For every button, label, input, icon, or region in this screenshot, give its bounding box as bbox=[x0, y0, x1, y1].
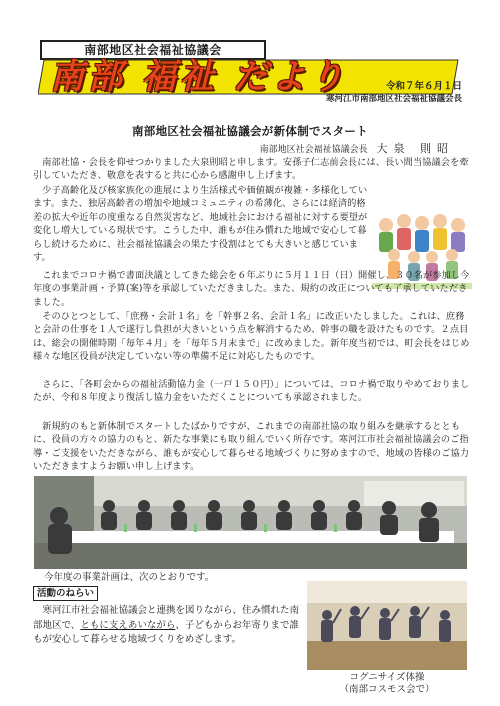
aim-text-underlined: ともに支えあいながら bbox=[80, 619, 176, 631]
publisher: 寒河江市南部地区社会福祉協議会長 bbox=[325, 94, 462, 104]
aim-text bbox=[33, 604, 303, 648]
paragraph-4 bbox=[33, 310, 470, 364]
paragraph-2-text: 少子高齢化及び核家族化の進展により生活様式や価値観が複雑・多様化しています。また、独居高齢者の増加や地域コミュニティの希薄化、さらには経済的格差の拡大や近年の度重なる自然災害など、地域社会における福祉に対する要望が変化し増大している現状です。こうした中、誰もが住み慣れた地域で安心して暮らし続けるために、社会福祉協議会の果たす役割はとても大きいと感じています。 bbox=[33, 185, 368, 264]
paragraph-5 bbox=[33, 378, 470, 405]
paragraph-3 bbox=[33, 269, 470, 309]
exercise-caption: コグニサイズ体操 bbox=[349, 672, 425, 683]
author-name: 大泉 則昭 bbox=[376, 142, 454, 155]
aim-paragraph bbox=[33, 604, 303, 648]
general-meeting-photo bbox=[34, 476, 467, 569]
paragraph-text: 南部社協・会長を仰せつかりました大泉則昭と申します。安孫子仁志前会長には、長い間当協議会を牽引していただき、敬意を表すると共に心から感謝申し上げます。 bbox=[33, 157, 469, 182]
aim-text-after: 、子どもからお年寄りまで誰もが安心して暮らせる地域づくりをめざします。 bbox=[33, 619, 299, 645]
article-title: 南部地区社会福祉協議会が新体制でスタート bbox=[132, 124, 368, 138]
exercise-photo bbox=[307, 581, 467, 670]
paragraph-text: これまでコロナ禍で書面決議としてきた総会を６年ぶりに５月１１日（日）開催し、３０名が参加し今年度の事業計画・予算(案)等を承認していただきました。また、規約の改正についても了承していただきました。 bbox=[33, 270, 470, 308]
org-name-box: 南部地区社会福祉協議会 bbox=[40, 40, 266, 60]
plan-caption: 今年度の事業計画は、次のとおりです。 bbox=[44, 572, 215, 583]
newsletter-title: 南部 福祉 だより bbox=[50, 57, 348, 97]
paragraph-6 bbox=[33, 420, 470, 474]
exercise-caption-location: （南部コスモス会で） bbox=[339, 684, 435, 695]
aim-text-before: 寒河江市社会福祉協議会と連携を図りながら、住み慣れた南部地区で、 bbox=[33, 605, 300, 631]
paragraph-1 bbox=[33, 156, 470, 183]
paragraph-text bbox=[33, 184, 368, 264]
paragraph-text: そのひとつとして、「庶務・会計１名」を「幹事２名、会計１名」に改正いたしました。これは、庶務と会計の仕事を１人で遂行し負担が大きいという点を解消するため、幹事の職を設けたものです。２点目は、総会の開催時期「毎年４月」を「毎年５月末まで」に改めました。新年度当初では、町会長をはじめ様々な地区役員が決定していない等の準備不足に対応したものです。 bbox=[33, 311, 470, 363]
aim-label: 活動のねらい bbox=[33, 586, 98, 601]
author-role: 南部地区社会福祉協議会長 bbox=[259, 145, 368, 155]
author-line bbox=[260, 140, 454, 156]
paragraph-text: さらに、「各町会からの福祉活動協力金（一戸１５０円）」については、コロナ禍で取りやめておりましたが、令和８年度より復活し協力金をいただくことについても承認されました。 bbox=[33, 379, 470, 404]
issue-date: 令和７年６月１日 bbox=[385, 81, 462, 92]
paragraph-text: 新規約のもと新体制でスタートしたばかりですが、これまでの南部社協の取り組みを継承するとともに、役員の方々の協力のもと、新たな事業にも取り組んでいく所存です。寒河江市社会福祉協議会のご指導・ご支援をいただきながら、誰もが安心して暮らせる地域づくりに努めますので、地域の皆様のご協力いただきますようお願い申し上げます。 bbox=[33, 421, 470, 473]
